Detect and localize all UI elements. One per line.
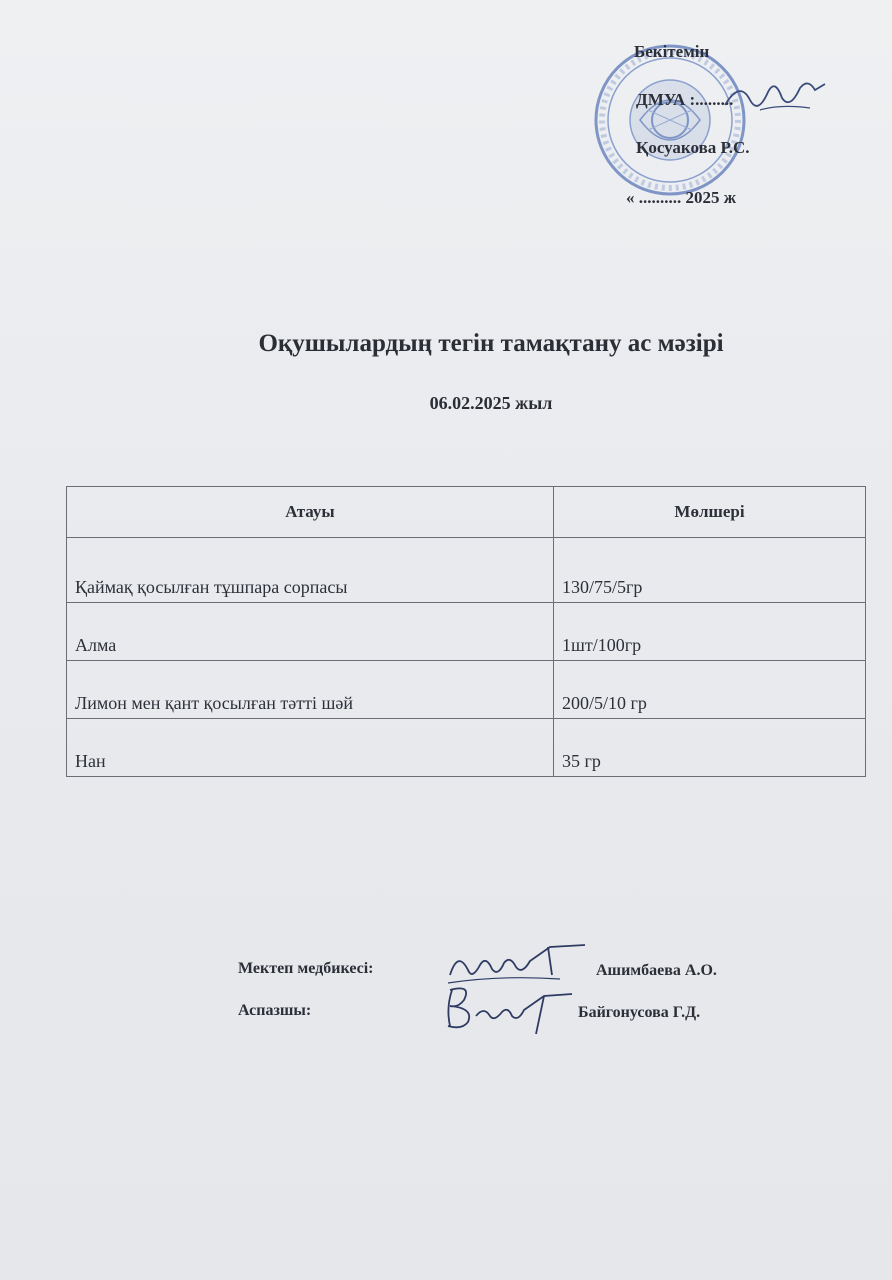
dish-amount: 200/5/10 гр (554, 661, 866, 719)
dish-name: Лимон мен қант қосылған тәтті шәй (67, 661, 554, 719)
table-row (67, 719, 866, 777)
table-row (67, 661, 866, 719)
dish-amount: 1шт/100гр (554, 603, 866, 661)
dish-amount: 130/75/5гр (554, 538, 866, 603)
cook-signature-icon (432, 978, 582, 1038)
cook-name: Байгонусова Г.Д. (578, 1004, 701, 1021)
dish-amount: 35 гр (554, 719, 866, 777)
table-row (67, 538, 866, 603)
cook-role-label: Аспазшы: (238, 1002, 312, 1019)
nurse-role-label: Мектеп медбикесі: (238, 960, 374, 977)
column-header-name: Атауы (67, 487, 554, 538)
approval-director-name: Қосуакова Р.С. (636, 138, 750, 157)
dish-name: Алма (67, 603, 554, 661)
official-seal-icon (590, 40, 750, 200)
approval-heading: Бекітемін (634, 42, 710, 61)
menu-date: 06.02.2025 жыл (429, 393, 553, 413)
table-header-row (67, 487, 866, 538)
nurse-name: Ашимбаева А.О. (596, 962, 717, 979)
column-header-amount: Мөлшері (554, 487, 866, 538)
approval-date: « .......... 2025 ж (626, 188, 737, 207)
approval-position: ДМУА :......... (636, 90, 734, 109)
dish-name: Нан (67, 719, 554, 777)
director-signature-icon (720, 70, 830, 120)
table-row (67, 603, 866, 661)
menu-table (66, 486, 866, 777)
dish-name: Қаймақ қосылған тұшпара сорпасы (67, 538, 554, 603)
page-title: Оқушылардың тегін тамақтану ас мәзірі (258, 330, 724, 357)
